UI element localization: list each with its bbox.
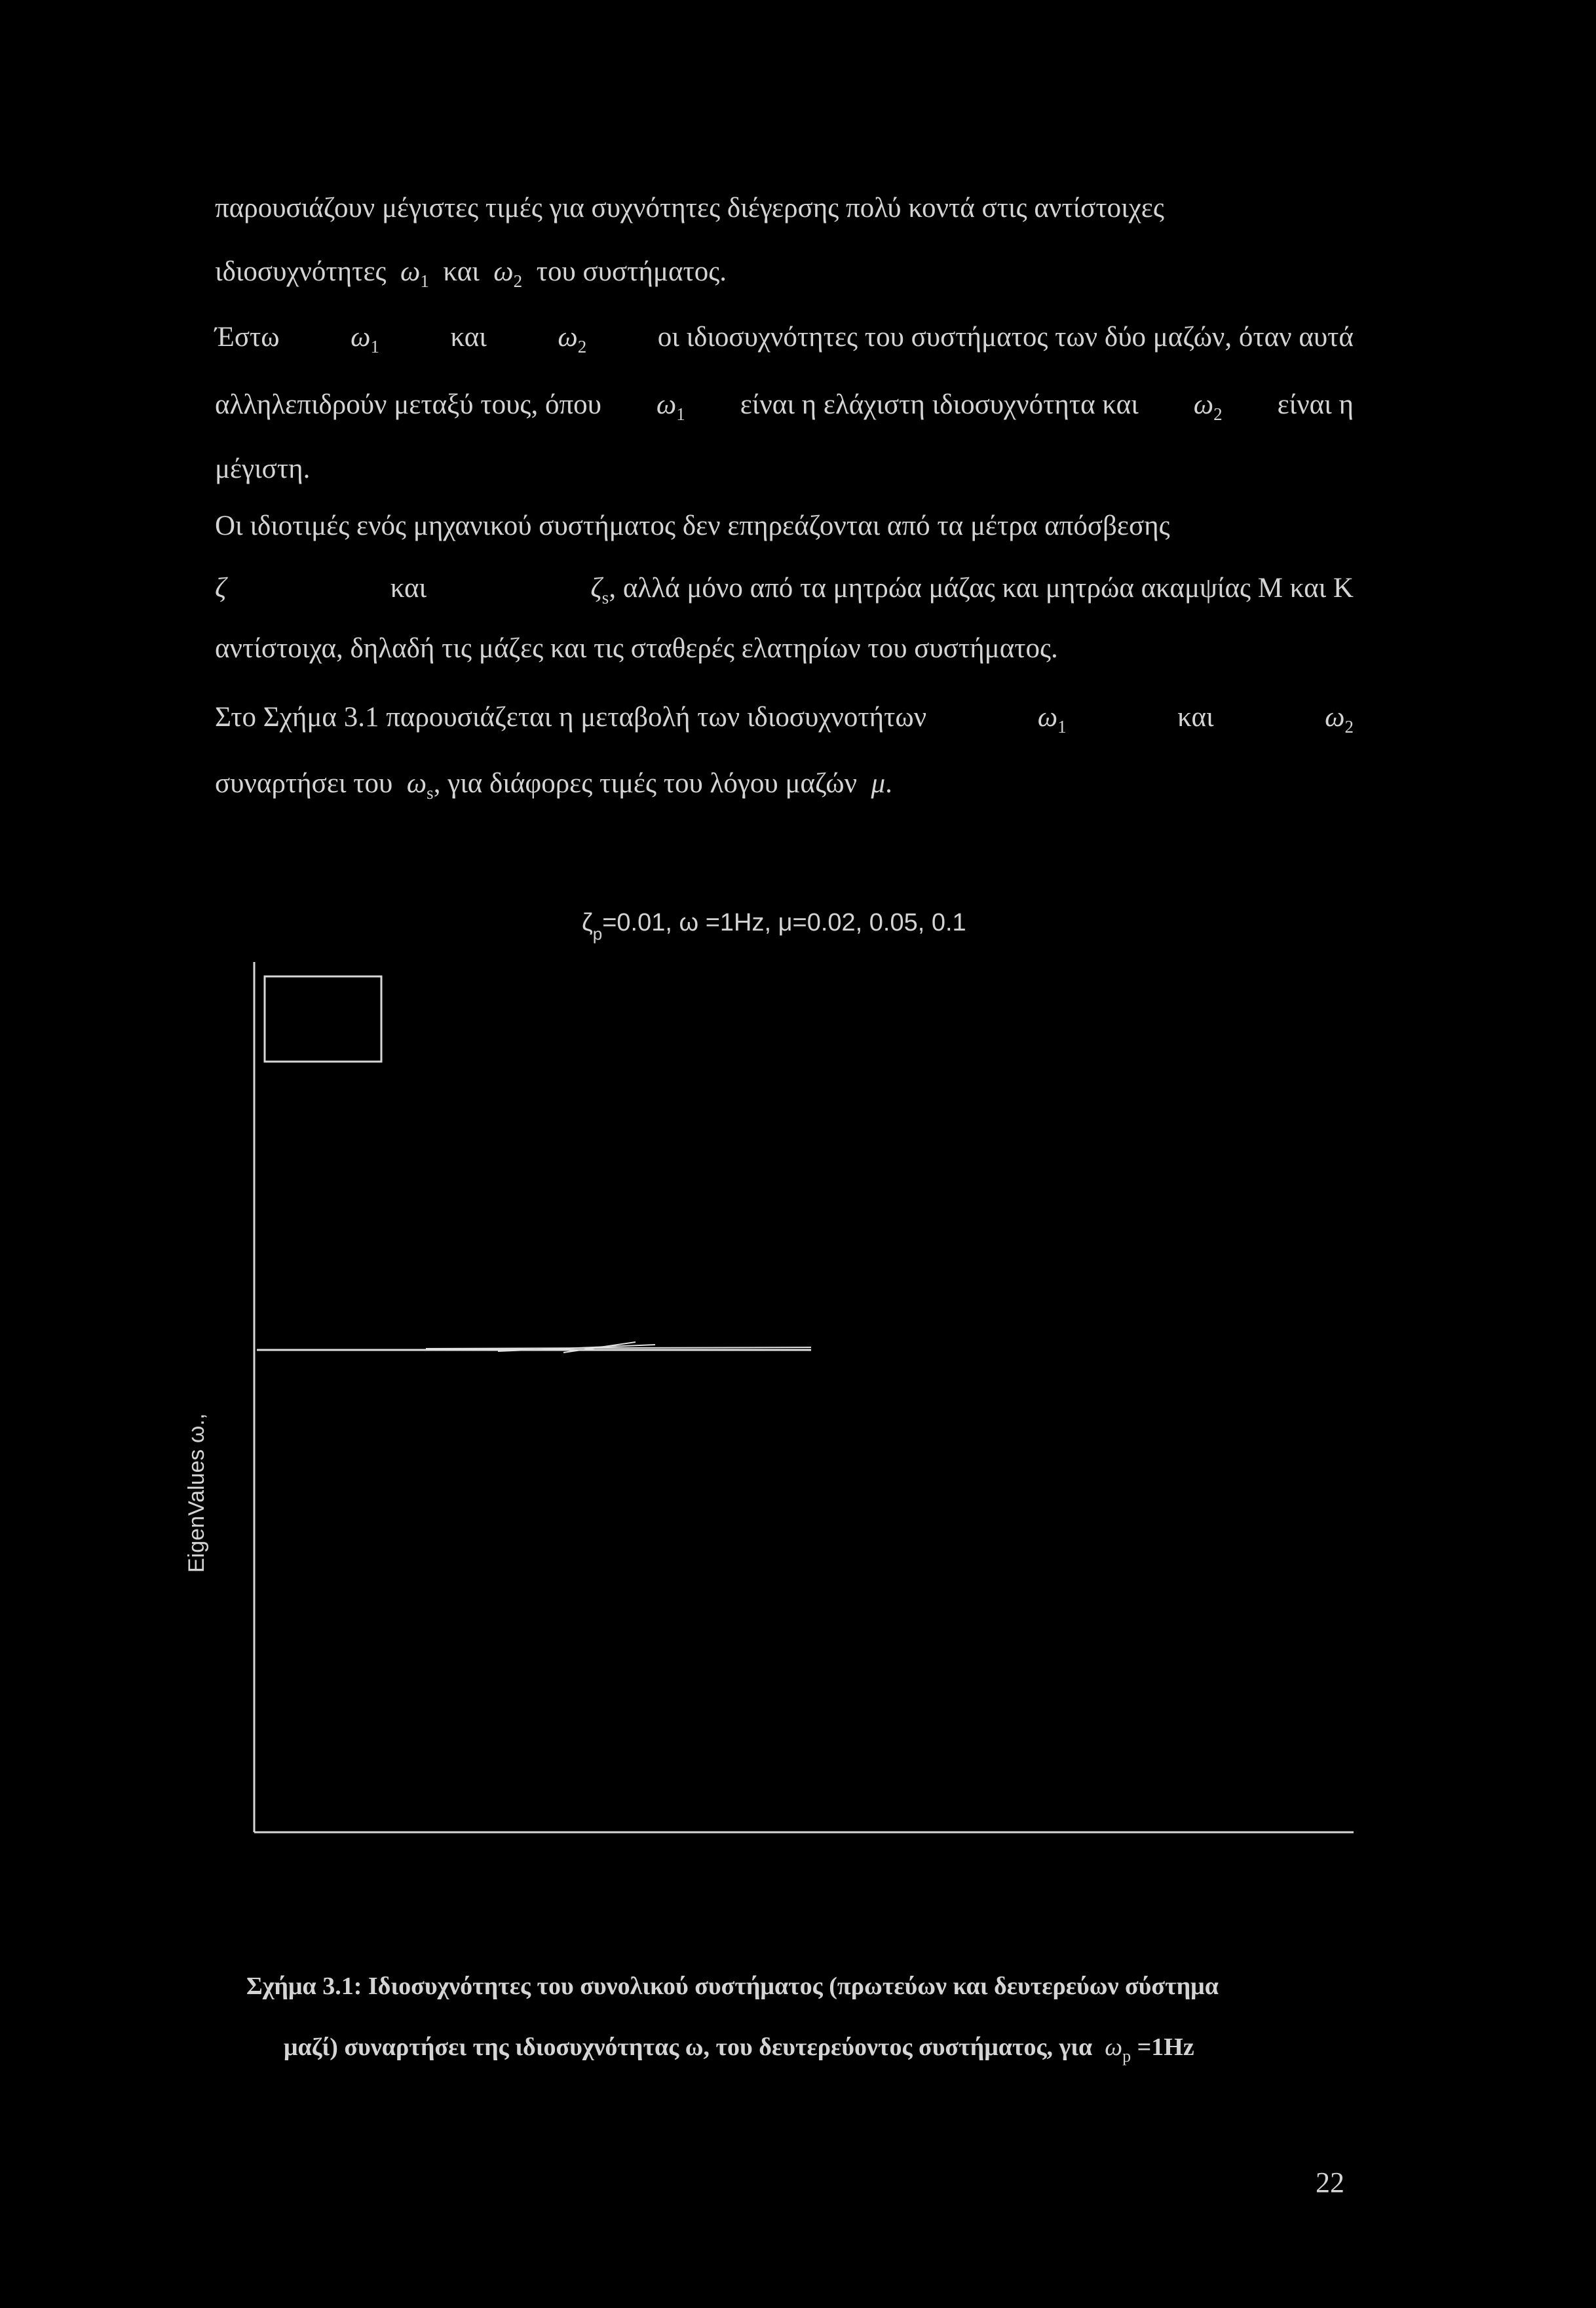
math-omega: $\omega_1$ — [656, 389, 685, 424]
math-omega: $\omega_1$ — [1037, 702, 1067, 737]
legend-box — [265, 976, 381, 1062]
math-omega: $\omega_1$ — [351, 322, 379, 356]
text-segment: οι ιδιοσυχνότητες του συστήματος των δύο μαζών, όταν αυτά — [657, 322, 1354, 353]
text-segment: και — [1177, 702, 1214, 733]
text-segment: αντίστοιχα, δηλαδή τις μάζες και τις σταθερές ελατηρίων του συστήματος. — [215, 633, 1058, 664]
text-segment: παρουσιάζουν μέγιστες τιμές για συχνότητες διέγερσης πολύ κοντά στις αντίστοιχες — [215, 193, 1164, 223]
math-omega: $\omega_2$ — [1193, 389, 1223, 424]
figure-caption: Σχήμα 3.1: Ιδιοσυχνότητες του συνολικού συστήματος (πρωτεύων και δευτερεύων σύστημα — [246, 1972, 1219, 2000]
math-mu: μ — [871, 768, 886, 799]
figure-caption: μαζί) συναρτήσει της ιδιοσυχνότητας ω, του δευτερεύοντος συστήματος, για $\omega_p =1Hz$ — [284, 2033, 1194, 2066]
text-segment: είναι η ελάχιστη ιδιοσυχνότητα και — [740, 389, 1139, 420]
math-omega: $\omega_2$ — [1325, 702, 1354, 737]
text-segment: αλληλεπιδρούν μεταξύ τους, όπου — [215, 389, 601, 420]
text-segment: και — [390, 573, 427, 604]
page-number: 22 — [1316, 2166, 1344, 2199]
text-segment: , για διάφορες τιμές του λόγου μαζών — [433, 768, 858, 799]
text-segment: Οι ιδιοτιμές ενός μηχανικού συστήματος δεν επηρεάζονται από τα μέτρα απόσβεσης — [215, 510, 1170, 541]
text-segment: είναι η — [1277, 389, 1354, 420]
text-segment: του συστήματος. — [536, 256, 727, 287]
text-segment: συναρτήσει του — [215, 768, 393, 799]
math-omega: $\omega_2$ — [493, 256, 523, 291]
math-zeta: ζ — [215, 573, 227, 604]
plot-area — [254, 962, 1354, 1832]
math-omega: $\omega_s$ — [406, 768, 434, 803]
text-segment: $\zeta_s$, αλλά μόνο από τα μητρώα μάζας και μητρώα ακαμψίας Μ και Κ — [590, 573, 1354, 607]
text-segment: μέγιστη. — [215, 453, 311, 484]
text-segment: και — [450, 322, 487, 353]
text-segment: Έστω — [215, 322, 280, 353]
text-segment: ιδιοσυχνότητες — [215, 256, 387, 287]
math-omega: $\omega_2$ — [558, 322, 587, 356]
text-segment: και — [443, 256, 480, 287]
text-segment: . — [885, 768, 892, 799]
series-line — [426, 1347, 811, 1349]
chart-title: $\zeta_p=0.01$, ω =1Hz, μ=0.02, 0.05, 0.1 — [582, 909, 966, 944]
text-segment: Στο Σχήμα 3.1 παρουσιάζεται η μεταβολή των ιδιοσυχνοτήτων — [215, 702, 927, 733]
math-omega: $\omega_1$ — [400, 256, 429, 291]
